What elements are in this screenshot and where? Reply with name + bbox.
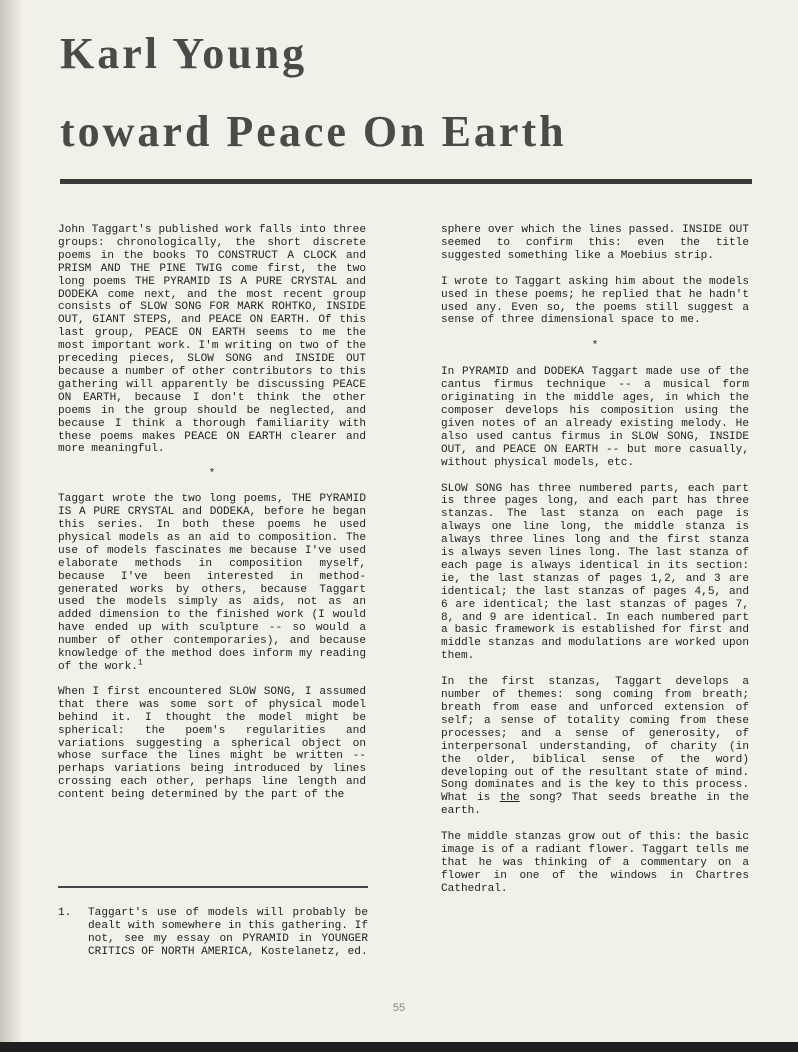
footnote-divider [58,886,368,888]
title-divider [60,179,752,184]
emphasized-word: the [499,792,520,805]
book-spine-shadow [0,0,22,1052]
author-title: Karl Young [60,29,308,78]
page-bottom-edge [0,1042,798,1052]
page-number: 55 [392,1002,406,1014]
left-column [58,224,366,802]
paragraph: John Taggart's published work falls into three groups: chronologically, the short discrete poems in the books TO CONSTRUCT A CLOCK and PRISM AND THE PINE TWIG come first, the two long poems THE PYRAMID IS A PURE CRYSTAL and DODEKA come next, and the most recent group consists of SLOW SONG FOR MARK ROHTKO, INSIDE OUT, GIANT STEPS, and PEACE ON EARTH. Of this last group, PEACE ON EARTH seems to me the most important work. I'm writing on two of the preceding pieces, SLOW SONG and INSIDE OUT because a number of other contributors to this gathering will apparently be discussing PEACE ON EARTH, because I don't think the other poems in the group should be neglected, and because I think a thorough familiarity with these poems makes PEACE ON EARTH clearer and more meaningful. [58,224,366,456]
paragraph: In PYRAMID and DODEKA Taggart made use of the cantus firmus technique -- a musical form originating in the middle ages, in which the composer develops his composition using the given notes of an already existing melody. He also used cantus firmus in SLOW SONG, INSIDE OUT, and PEACE ON EARTH -- but more casually, without physical models, etc. [441,366,749,469]
paragraph: When I first encountered SLOW SONG, I assumed that there was some sort of physical model behind it. I thought the model might be spherical: the poem's regularities and variations suggesting a spherical object on whose surface the lines might be written -- perhaps variations being introduced by lines crossing each other, perhaps line length and content being determined by the part of the [58,685,366,802]
footnote-text: Taggart's use of models will probably be dealt with somewhere in this gathering. If not, see my essay on PYRAMID in YOUNGER CRITICS OF NORTH AMERICA, Kostelanetz, ed. [88,907,368,958]
paragraph-text: Taggart wrote the two long poems, THE PYRAMID IS A PURE CRYSTAL and DODEKA, before he began this series. In both these poems he used physical models as an aid to composition. The use of models fascinates me because I've used elaborate methods in composition myself, because I've been interested in method-generated works by others, because Taggart used the models simply as aids, not as an added dimension to the finished work (I would have ended up with sculpture -- so would a number of other contemporaries), and because knowledge of the method does inform my reading of the work. [58,493,366,673]
essay-title: toward Peace On Earth [60,107,567,156]
paragraph-text: In the first stanzas, Taggart develops a number of themes: song coming from breath; breath from ease and unforced extension of self; a sense of totality coming from these processes; and a sense of generosity, of interpersonal understanding, of charity (in the older, biblical sense of the word) developing out of the resultant state of mind. Song dominates and is the key to this process. What is [441,676,749,805]
footnote-number: 1. [58,907,72,919]
paragraph: sphere over which the lines passed. INSIDE OUT seemed to confirm this: even the title suggested something like a Moebius strip. [441,224,749,262]
paragraph: The middle stanzas grow out of this: the basic image is of a radiant flower. Taggart tells me that he was thinking of a commentary on a flower in one of the windows in Chartres Cathedral. [441,831,749,895]
footnote [58,907,368,959]
paragraph: I wrote to Taggart asking him about the models used in these poems; he replied that he hadn't used any. Even so, the poems still suggest a sense of three dimensional space to me. [441,275,749,327]
section-break-star: * [208,468,216,481]
section-break-star: * [591,340,599,353]
paragraph: SLOW SONG has three numbered parts, each part is three pages long, and each part has three stanzas. The last stanza on each page is always one line long, the middle stanza is always three lines long and the first stanza is always seven lines long. The last stanza of each page is always identical in its section: ie, the last stanzas of pages 1,2, and 3 are identical; the last stanzas of pages 4,5, and 6 are identical; the last stanzas of pages 7, 8, and 9 are identical. In each numbered part a basic framework is established for first and middle stanzas and modulations are worked upon them. [441,482,749,663]
footnote-ref: 1 [137,658,143,668]
paragraph [58,493,366,674]
right-column [441,224,749,896]
paragraph-text: song? That seeds breathe in the earth. [441,792,749,818]
paragraph [441,676,749,818]
